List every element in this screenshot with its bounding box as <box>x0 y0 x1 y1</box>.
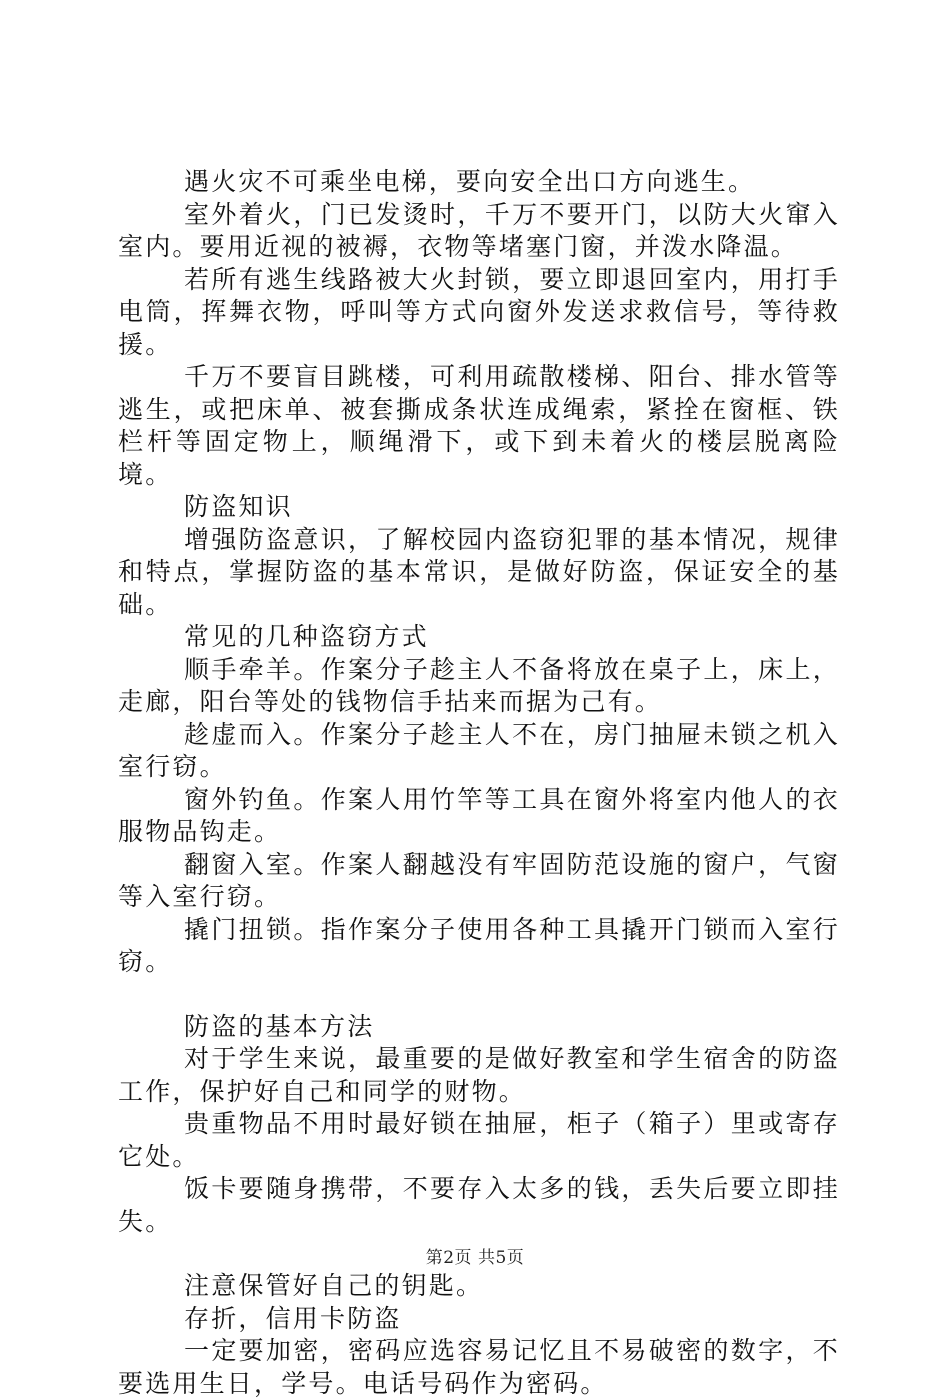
paragraph-method-unlocked: 趁虚而入。作案分子趁主人不在，房门抽屉未锁之机入室行窃。 <box>118 719 840 781</box>
page-number-footer: 第2页 共5页 <box>425 1248 525 1268</box>
heading-theft-methods: 常见的几种盗窃方式 <box>184 622 429 651</box>
heading-theft-knowledge: 防盗知识 <box>184 492 293 521</box>
paragraph-prevention-meal-card: 饭卡要随身携带，不要存入太多的钱，丢失后要立即挂失。 <box>118 1174 840 1236</box>
paragraph-theft-awareness: 增强防盗意识，了解校园内盗窃犯罪的基本情况，规律和特点，掌握防盗的基本常识，是做好防盗，保证安全的基础。 <box>118 524 840 619</box>
paragraph-prevention-students: 对于学生来说，最重要的是做好教室和学生宿舍的防盗工作，保护好自己和同学的财物。 <box>118 1044 840 1106</box>
paragraph-prevention-valuables: 贵重物品不用时最好锁在抽屉，柜子（箱子）里或寄存它处。 <box>118 1109 840 1171</box>
document-body <box>118 166 840 1400</box>
paragraph-fire-door-hot: 室外着火，门已发烫时，千万不要开门，以防大火窜入室内。要用近视的被褥，衣物等堵塞门窗，并泼水降温。 <box>118 199 840 261</box>
paragraph-fire-signal: 若所有逃生线路被大火封锁，要立即退回室内，用打手电筒，挥舞衣物，呼叫等方式向窗外发送求救信号，等待救援。 <box>118 264 840 359</box>
heading-bankbook-credit-card: 存折，信用卡防盗 <box>184 1303 402 1333</box>
paragraph-prevention-keys: 注意保管好自己的钥匙。 <box>184 1271 484 1300</box>
paragraph-method-window-entry: 翻窗入室。作案人翻越没有牢固防范设施的窗户，气窗等入室行窃。 <box>118 849 840 911</box>
paragraph-password-advice: 一定要加密，密码应选容易记忆且不易破密的数字，不要选用生日，学号。电话号码作为密码。 <box>118 1336 840 1398</box>
paragraph-fire-no-jump: 千万不要盲目跳楼，可利用疏散楼梯、阳台、排水管等逃生，或把床单、被套撕成条状连成绳索，紧拴在窗框、铁栏杆等固定物上，顺绳滑下，或下到未着火的楼层脱离险境。 <box>118 362 840 489</box>
paragraph-method-lock-picking: 撬门扭锁。指作案分子使用各种工具撬开门锁而入室行窃。 <box>118 914 840 976</box>
paragraph-method-window-fishing: 窗外钓鱼。作案人用竹竿等工具在窗外将室内他人的衣服物品钩走。 <box>118 784 840 846</box>
heading-theft-prevention: 防盗的基本方法 <box>184 1011 375 1041</box>
paragraph-fire-elevator: 遇火灾不可乘坐电梯，要向安全出口方向逃生。 <box>184 167 756 196</box>
paragraph-method-opportunistic: 顺手牵羊。作案分子趁主人不备将放在桌子上，床上，走廊，阳台等处的钱物信手拈来而据为己有。 <box>118 654 840 716</box>
